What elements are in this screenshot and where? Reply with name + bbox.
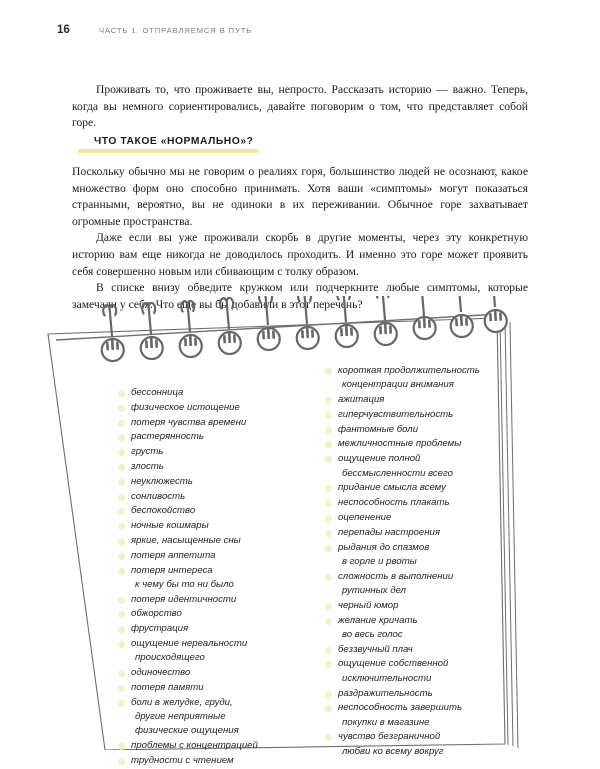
symptom-left-item[interactable] (118, 637, 318, 666)
symptom-right-item[interactable] (325, 687, 530, 701)
symptom-right-item[interactable] (325, 496, 530, 510)
paragraph-3: Даже если вы уже проживали скорбь в другие моменты, через эту конкретную историю вам еще никогда не доводилось проходить. И именно это горе может проявить себя совершенно новым или сбивающим с толку образом. (72, 231, 528, 278)
section-heading: ЧТО ТАКОЕ «НОРМАЛЬНО»? (94, 136, 254, 147)
symptom-left-item-label: грусть (131, 446, 164, 458)
symptom-right-item-label: ощущение полной (338, 453, 421, 465)
symptom-right-item[interactable] (325, 657, 530, 686)
symptom-left-item-label: потеря идентичности (131, 593, 237, 605)
paragraph-4: В списке внизу обведите кружком или подчеркните любые симптомы, которые замечали у себя. Что еще вы бы добавили в этот перечень? (72, 281, 528, 311)
symptom-right-item-label: неспособность плакать (338, 497, 450, 509)
symptom-right-item[interactable] (325, 570, 530, 599)
symptom-right-item-label: гиперчувствительность (338, 408, 454, 420)
symptom-right-item-label: сложность в выполнении (338, 570, 454, 582)
symptom-right-item-label-cont: в горле и рвоты (342, 555, 417, 567)
page-number: 16 (57, 24, 70, 36)
symptom-right-item-label: рыдания до спазмов (338, 541, 430, 553)
symptom-left-item[interactable] (118, 739, 318, 753)
symptom-left-item[interactable] (118, 666, 318, 680)
symptom-left-item[interactable] (118, 460, 318, 474)
symptom-right-item[interactable] (325, 481, 530, 495)
symptom-left-item-label: растерянность (131, 431, 204, 443)
symptom-right-item[interactable] (325, 541, 530, 570)
symptom-left-item-label: бессонница (131, 387, 184, 398)
symptom-right-item[interactable] (325, 452, 530, 481)
symptom-left-item-label: ночные кошмары (131, 520, 209, 532)
symptom-right-item-label: черный юмор (338, 599, 399, 611)
symptom-left-item[interactable] (118, 475, 318, 489)
symptom-right-item[interactable] (325, 614, 530, 643)
symptom-right-item-label: ажитация (338, 394, 385, 406)
symptom-right-item-label: ощущение собственной (338, 658, 449, 670)
symptom-right-item-label: раздражительность (338, 687, 433, 699)
symptom-left-item[interactable] (118, 401, 318, 415)
symptom-right-item-label: межличностные проблемы (338, 438, 462, 450)
symptom-list-left (118, 386, 318, 769)
symptom-right-item[interactable] (325, 643, 530, 657)
symptom-left-item[interactable] (118, 549, 318, 563)
symptom-left-item-label: потеря памяти (131, 681, 204, 693)
symptom-left-item[interactable] (118, 534, 318, 548)
symptom-left-item[interactable] (118, 416, 318, 430)
symptom-right-item-label-cont: бессмысленности всего (342, 467, 453, 479)
symptom-left-item-label: потеря интереса (131, 564, 213, 576)
symptom-right-item-label-cont: любви ко всему вокруг (342, 745, 444, 757)
symptom-left-item-label: трудности с чтением (131, 754, 234, 766)
symptom-left-item[interactable] (118, 564, 318, 593)
symptom-left-item[interactable] (118, 504, 318, 518)
symptom-left-item-label-cont: другие неприятные (135, 711, 226, 723)
symptom-left-item[interactable] (118, 593, 318, 607)
heading-highlight-rule (78, 149, 259, 153)
symptom-right-item-label: придание смысла всему (338, 482, 446, 494)
symptom-left-item-label: потеря чувства времени (131, 416, 247, 428)
symptom-left-item-label: обжорство (131, 608, 182, 620)
symptom-left-item[interactable] (118, 681, 318, 695)
paragraph-1: Проживать то, что проживаете вы, непросто. Рассказать историю — важно. Теперь, когда вы немного сориентировались, давайте поговорим о том, что представляет собой горе. (72, 83, 528, 130)
symptom-left-item-label-cont: физические ощущения (135, 725, 239, 737)
symptom-right-item-label: желание кричать (338, 614, 418, 626)
symptom-right-item-label: оцепенение (338, 511, 392, 523)
symptom-left-item-label: физическое истощение (131, 401, 240, 413)
symptom-right-item-label-cont: во весь голос (342, 628, 403, 640)
symptom-right-item-label-cont: исключительности (342, 672, 432, 684)
symptom-right-item-label-cont: рутинных дел (342, 584, 406, 596)
symptom-columns (0, 296, 600, 766)
symptom-right-item-label-cont: покупки в магазине (342, 716, 430, 728)
symptom-right-item[interactable] (325, 364, 530, 393)
symptom-left-item-label-cont: происходящего (135, 652, 205, 664)
symptom-left-item[interactable] (118, 445, 318, 459)
symptom-left-item-label: проблемы с концентрацией (131, 740, 258, 752)
symptom-left-item-label: одиночество (131, 667, 191, 679)
symptom-left-item-label: сонливость (131, 490, 186, 502)
symptom-right-item-label: короткая продолжительность (338, 365, 480, 376)
symptom-left-item-label: беспокойство (131, 505, 196, 517)
symptom-left-item[interactable] (118, 696, 318, 739)
running-head (57, 24, 543, 40)
symptom-right-item-label-cont: концентрации внимания (342, 379, 454, 391)
symptom-right-item-label: фантомные боли (338, 423, 419, 435)
symptom-left-item-label: злость (131, 460, 164, 472)
running-head-title: ЧАСТЬ 1. ОТПРАВЛЯЕМСЯ В ПУТЬ (99, 26, 253, 35)
symptom-right-item[interactable] (325, 599, 530, 613)
symptom-left-item[interactable] (118, 754, 318, 768)
notebook-illustration (0, 296, 600, 766)
symptom-right-item[interactable] (325, 701, 530, 730)
symptom-right-item[interactable] (325, 511, 530, 525)
symptom-left-item-label: неуклюжесть (131, 475, 193, 487)
symptom-right-item-label: чувство безграничной (338, 731, 441, 743)
symptom-right-item[interactable] (325, 730, 530, 759)
symptom-left-item-label: яркие, насыщенные сны (131, 534, 241, 546)
paragraph-2: Поскольку обычно мы не говорим о реалиях горя, большинство людей не осознают, какое множество форм оно способно принимать. Хотя ваши «симптомы» могут показаться странными, вероятно, вы не одиноки в их переживании. Обычное горе захватывает огромные пространства. (72, 165, 528, 228)
body-text-bottom (72, 164, 528, 313)
symptom-left-item-label: ощущение нереальности (131, 638, 248, 650)
symptom-right-item[interactable] (325, 526, 530, 540)
symptom-right-item-label: беззвучный плач (338, 643, 413, 655)
symptom-right-item[interactable] (325, 423, 530, 437)
symptom-left-item[interactable] (118, 519, 318, 533)
symptom-left-item[interactable] (118, 490, 318, 504)
symptom-list-right (325, 364, 530, 760)
symptom-left-item-label: фрустрация (131, 623, 189, 635)
section-heading-block (78, 136, 378, 153)
symptom-right-item-label: неспособность завершить (338, 702, 463, 714)
symptom-left-item-label: боли в желудке, груди, (131, 696, 233, 708)
symptom-right-item[interactable] (325, 408, 530, 422)
symptom-left-item[interactable] (118, 622, 318, 636)
symptom-left-item[interactable] (118, 607, 318, 621)
symptom-right-item[interactable] (325, 437, 530, 451)
symptom-left-item[interactable] (118, 386, 318, 400)
symptom-right-item-label: перепады настроения (338, 526, 440, 538)
body-text-top (72, 82, 528, 132)
symptom-left-item[interactable] (118, 430, 318, 444)
symptom-left-item-label: потеря аппетита (131, 549, 216, 561)
symptom-right-item[interactable] (325, 393, 530, 407)
symptom-left-item-label-cont: к чему бы то ни было (135, 578, 234, 590)
